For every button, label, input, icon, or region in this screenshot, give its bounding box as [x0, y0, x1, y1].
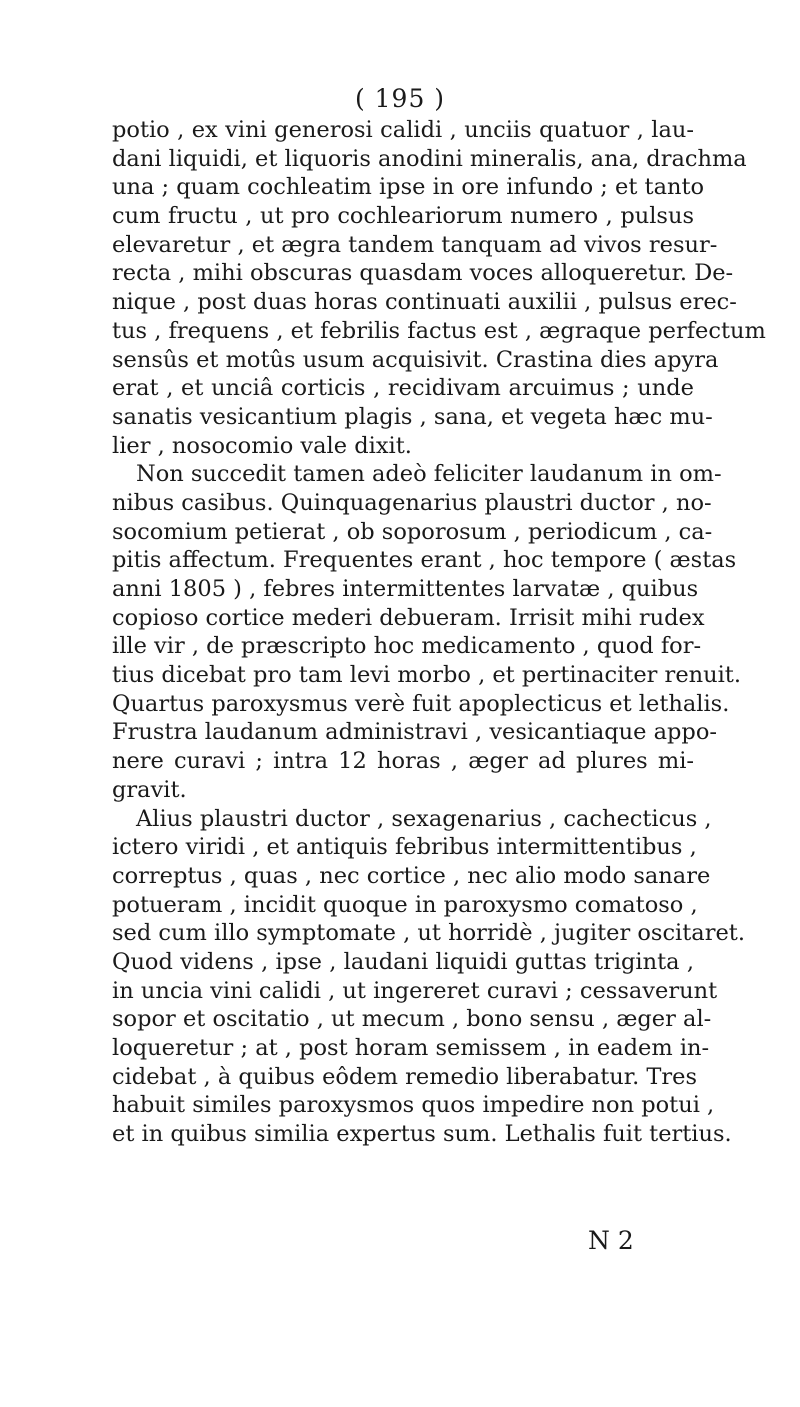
text-line: tius dicebat pro tam levi morbo , et pertinaciter renuit. — [112, 662, 742, 689]
text-line: cum fructu , ut pro cochleariorum numero , pulsus — [112, 203, 694, 230]
text-line: ille vir , de præscripto hoc medicamento , quod for- — [112, 633, 702, 660]
signature-mark: N 2 — [588, 1226, 634, 1255]
paragraph-start: Alius plaustri ductor , sexagenarius , cachecticus , — [136, 805, 712, 832]
text-line: habuit similes paroxysmos quos impedire non potui , — [112, 1092, 715, 1119]
text-line: lier , nosocomio vale dixit. — [112, 432, 412, 459]
text-line: erat , et unciâ corticis , recidivam arcuimus ; unde — [112, 375, 694, 402]
text-line: anni 1805 ) , febres intermittentes larvatæ , quibus — [112, 576, 699, 602]
text-line: sanatis vesicantium plagis , sana, et vegeta hæc mu- — [112, 403, 713, 430]
text-line: ictero viridi , et antiquis febribus intermittentibus , — [112, 834, 697, 861]
text-line: nique , post duas horas continuati auxilii , pulsus erec- — [112, 289, 737, 316]
text-line: correptus , quas , nec cortice , nec alio modo sanare — [112, 862, 711, 889]
text-line: sensûs et motûs usum acquisivit. Crastina dies apyra — [112, 346, 719, 373]
text-line: dani liquidi, et liquoris anodini mineralis, ana, drachma — [112, 145, 747, 172]
text-line: Quartus paroxysmus verè fuit apoplecticus et lethalis. — [112, 690, 730, 717]
body-text — [112, 116, 766, 1149]
text-line: in uncia vini calidi , ut ingereret curavi ; cessaverunt — [112, 977, 718, 1004]
text-line: loqueretur ; at , post horam semissem , in eadem in- — [112, 1035, 710, 1061]
text-line: recta , mihi obscuras quasdam voces alloqueretur. De- — [112, 260, 734, 287]
text-line: tus , frequens , et febrilis factus est , ægraque perfectum — [112, 317, 766, 344]
paragraph-start: Non succedit tamen adeò feliciter laudanum in om- — [136, 461, 722, 488]
text-line: cidebat , à quibus eôdem remedio liberabatur. Tres — [112, 1063, 698, 1090]
page-number: ( 195 ) — [354, 84, 446, 113]
text-line: copioso cortice mederi debueram. Irrisit mihi rudex — [112, 604, 705, 631]
text-line: nibus casibus. Quinquagenarius plaustri ductor , no- — [112, 489, 712, 516]
text-line: potio , ex vini generosi calidi , unciis quatuor , lau- — [112, 117, 694, 143]
text-line: sopor et oscitatio , ut mecum , bono sensu , æger al- — [112, 1006, 712, 1033]
text-line: socomium petierat , ob soporosum , periodicum , ca- — [112, 518, 713, 545]
text-line: nere curavi ; intra 12 horas , æger ad plures mi- — [112, 748, 694, 775]
text-line: pitis affectum. Frequentes erant , hoc tempore ( æstas — [112, 547, 737, 574]
text-line: elevaretur , et ægra tandem tanquam ad vivos resur- — [112, 231, 718, 258]
text-line: sed cum illo symptomate , ut horridè , jugiter oscitaret. — [112, 920, 745, 947]
text-line: et in quibus similia expertus sum. Lethalis fuit tertius. — [112, 1121, 732, 1148]
text-line: Frustra laudanum administravi , vesicantiaque appo- — [112, 719, 717, 746]
text-line: gravit. — [112, 776, 187, 803]
text-line: potueram , incidit quoque in paroxysmo comatoso , — [112, 891, 698, 918]
text-line: Quod videns , ipse , laudani liquidi guttas triginta , — [112, 948, 694, 975]
text-line: una ; quam cochleatim ipse in ore infundo ; et tanto — [112, 174, 705, 201]
